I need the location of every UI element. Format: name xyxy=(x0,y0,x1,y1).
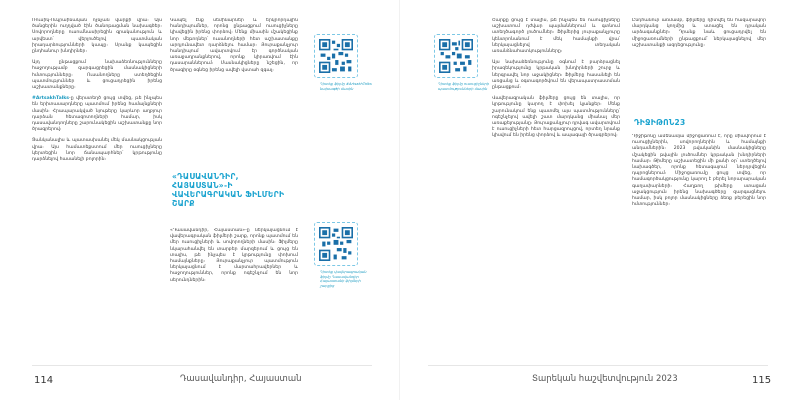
left-column-2 xyxy=(170,18,298,168)
page-footer: Տարեկան հաշվետվություն 2023 xyxy=(532,374,678,384)
right-column-2 xyxy=(632,18,766,113)
right-column-1 xyxy=(492,18,620,348)
section-heading-digithon: ԴԻՋԻԹՈՆ23 xyxy=(634,118,686,127)
section-heading-films: «ԴԱՍԱՎԱՆԴԻՐ, ՀԱՅԱՍՏԱՆ»-Ի ՎԱՎԵՐԱԳՐԱԿԱՆ ՖԻԼՄԵՐԻ ՇԱՐՔ xyxy=(172,172,285,208)
right-column-2b xyxy=(632,134,766,348)
paragraph: Այդ ընթացքում նախաձեռնությունները հաջողությամբ զարգացրեցին մասնակիցների հմտությունները։ Ուսանողները ստեղծեցին պատմություններ և ցուցադրեցին իրենց աշխատանքները։ xyxy=(32,60,162,91)
qr-code-icon xyxy=(439,39,473,73)
left-column-1 xyxy=(32,18,162,348)
paragraph: «Դասավանդիր, Հայաստան»-ը ներկայացնում է վավերագրական ֆիլմերի շարք, որոնք պատմում են մեր ուսուցիչների և սովորողների մասին։ Ֆիլմերը նկարահանվել են տարբեր մարզերում և ցույց են տալիս, թե ինչպես է կրթությունը փոխում համայնքները։ Յուրաքանչյուր պատմություն ներկայացնում է մարտահրավերներ և հաջողություններ, որոնք ոգեշնչում են նոր սերունդներին։ xyxy=(170,228,298,283)
qr-caption: Դիտեք վավերագրական ֆիլմը Դասավանդիր Հայաստանի ֆիլմերի շարքից xyxy=(320,270,367,288)
paragraph: Վավերագրական ֆիլմերը ցույց են տալիս, որ կրթությունը կարող է փոխել կյանքեր։ Մենք շարունակում ենք պատմել այս պատմությունները՝ ոգեշնչելով ավելի շատ մարդկանց միանալ մեր առաքելությանը։ Յուրաքանչյուր դրվագ ավարտվում է ուսուցիչների հետ հարցազրույցով, որտեղ նրանք կիսվում են իրենց փորձով և ապագայի ծրագրերով։ xyxy=(492,96,620,139)
qr-code[interactable] xyxy=(434,34,478,78)
paragraph: Դիջիթոնը ամենամյա միջոցառում է, որը միավորում է ուսուցիչներին, սովորողներին և համայնքի անդամներին։ 2023 թվականին մասնակիցները մշակեցին թվային լուծումներ կրթական խնդիրների համար։ Թիմերը աշխատեցին մի քանի օր՝ ստեղծելով նախագծեր, որոնք հետագայում ներդրվեցին դպրոցներում։ Միջոցառումը ցույց տվեց, որ համագործակցությունը կարող է բերել նորարարական գաղափարների։ Հաղթող թիմերը ստացան աջակցություն իրենց նախագծերը զարգացնելու համար, իսկ բոլոր մասնակիցները ձեռք բերեցին նոր հմտություններ։ xyxy=(632,134,766,208)
paragraph: Ընդհանուր առմամբ, ֆիլմերը դիտվել են հազարավոր մարդկանց կողմից և ստացել են դրական արձագանքներ։ Դրանք նաև ցուցադրվել են միջոցառումների ընթացքում՝ ներկայացնելով մեր աշխատանքի ազդեցությունը։ xyxy=(632,18,766,48)
paragraph-text: -ը վերստեղծ ցույց տվեց, թե ինչպես են երիտասարդները պատմում իրենց համայնքների մասին։ Հրապարակված նյութերը կարևոր աղբյուր դարձան հետազոտողների համար, իսկ դասավանդողները շարունակեցին աշխատանքը նոր ծրագրերով։ xyxy=(32,96,162,133)
page-number: 115 xyxy=(752,375,772,386)
page-footer: Դասավանդիր, Հայաստան xyxy=(180,374,302,384)
qr-caption: Դիտեք ֆիլմը ուսուցիչների պատմությունների մասին xyxy=(438,82,490,91)
paragraph xyxy=(32,96,162,133)
paragraph: Ցանկանալիս և պատասխանել մեկ մասնակցության վրա։ Այս համատեքստում մեր ուսուցիչները կերտեցին նոր ճանապարհներ՝ կրթությունը դարձնելով հասանելի բոլորին։ xyxy=(32,138,162,163)
qr-code-icon xyxy=(319,227,353,261)
footer-divider xyxy=(428,365,768,366)
page-number: 114 xyxy=(34,375,54,386)
paragraph: Ռուսիկ-Ուկրաինական ոչնչան վարքի վրա։ Այս ծանցերին ուղղված էին ծանոթացման նախագծեր։ Սովորողները ուսումնասիրեցին գրականություն և արվեստ՝ վերլուծելով պատմական իրադարձությունների կապը։ Սրանք կապեցին ընդհանուր խնդիրներ։ xyxy=(32,18,162,55)
right-page xyxy=(400,0,800,400)
left-column-2b xyxy=(170,228,298,348)
qr-caption: Դիտեք ֆիլմը #ArtsakhTalks նախագծի մասին xyxy=(320,82,372,91)
paragraph: Շարքը ցույց է տալիս, թե ինչպես են ուսուցիչները աշխատում դժվար պայմաններում և գտնում ստեղծագործ լուծումներ։ Ֆիլմերից յուրաքանչյուրը կենտրոնանում է մեկ համայնքի վրա՝ ներկայացնելով տեղական առանձնահատկությունները։ xyxy=(492,18,620,55)
qr-code-icon xyxy=(319,39,353,73)
footer-divider xyxy=(32,365,372,366)
paragraph: Այս նախաձեռնությունը օգնում է բարձրացնել իրազեկությունը կրթական խնդիրների շուրջ և ներգրավել նոր աջակիցներ։ Ֆիլմերը հասանելի են առցանց և օգտագործվում են վերապատրաստման ընթացքում։ xyxy=(492,60,620,91)
paragraph: Կապել էնք սեմինարներ և երկրորդային հանդիպումներ, որոնց ընթացքում ուսուցիչները կիսվեցին իրենց փորձով։ Մենք միասին մշակեցինք նոր մեթոդներ՝ ուսանողների հետ աշխատանքը արդյունավետ դարձնելու համար։ Յուրաքանչյուր հանդիպում ավարտվում էր գործնական առաջադրանքներով, որոնք կիրառվում էին դասարաններում։ Մասնակիցները նշեցին, որ ծրագիրը օգնեց իրենց ավելի վստահ զգալ։ xyxy=(170,18,298,73)
qr-code[interactable] xyxy=(314,34,358,78)
hashtag-link[interactable]: #ArtsakhTalks xyxy=(32,96,70,102)
qr-code[interactable] xyxy=(314,222,358,266)
